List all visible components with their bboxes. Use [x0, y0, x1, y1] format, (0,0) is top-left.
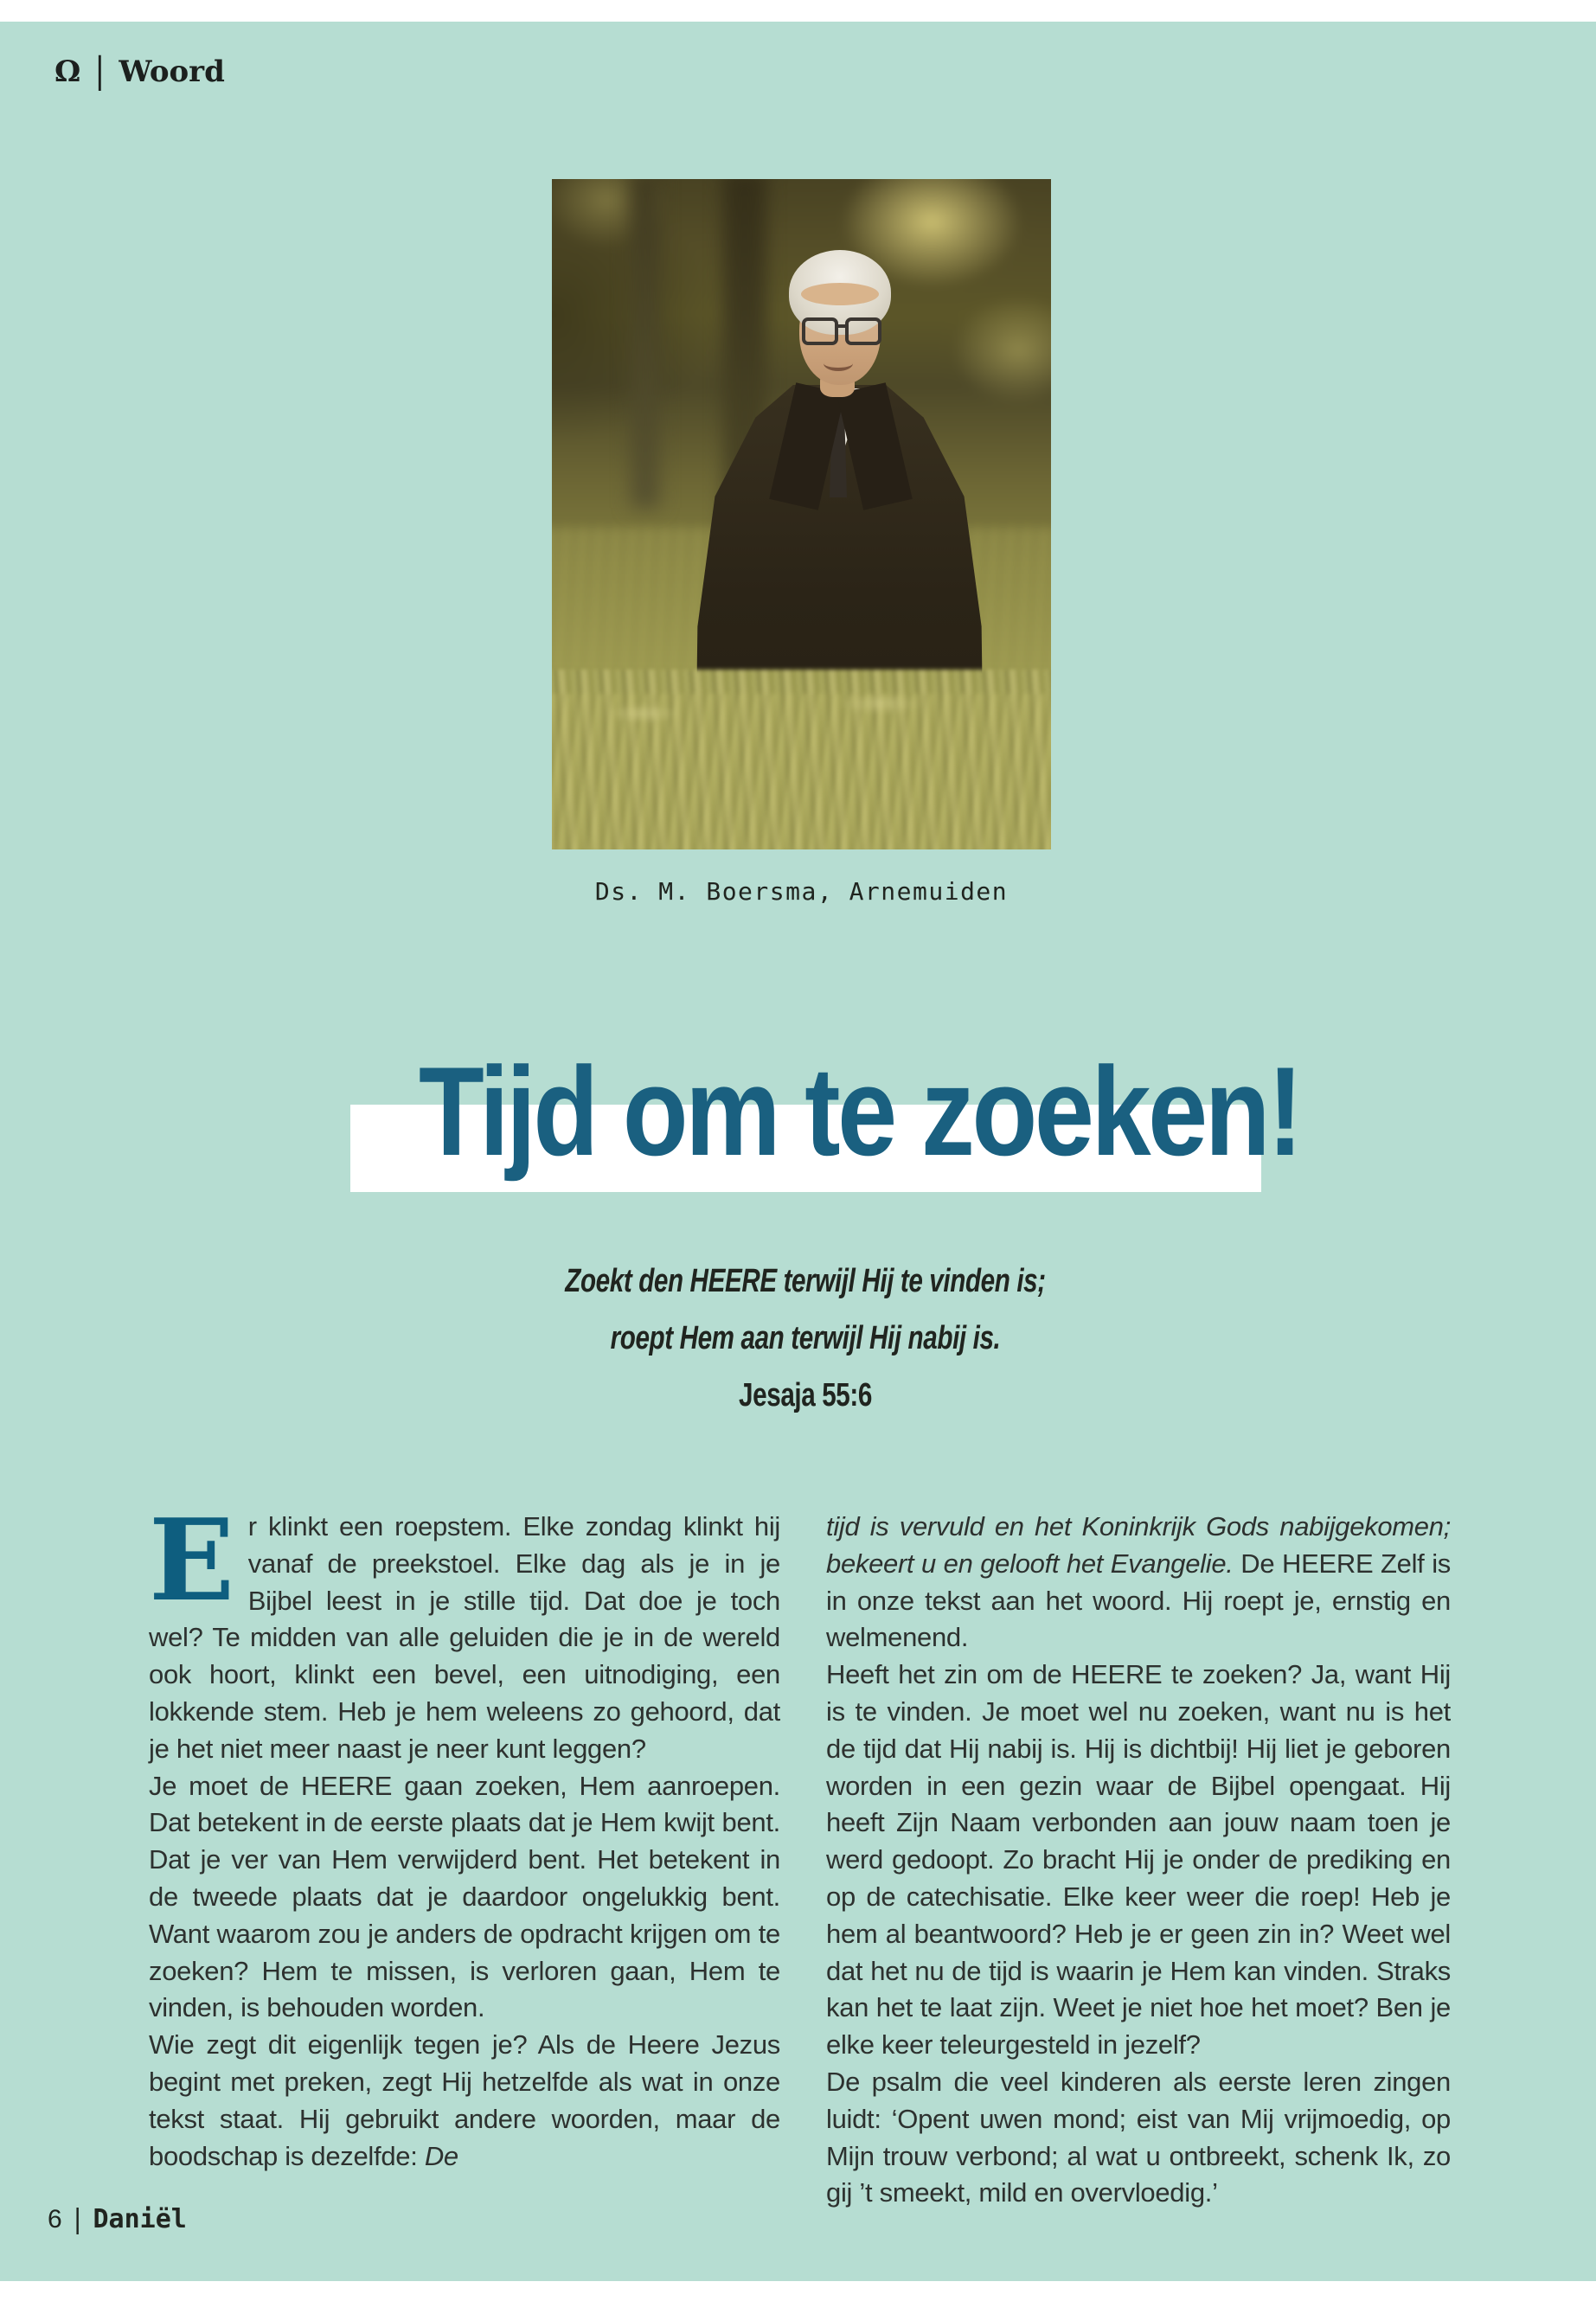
portrait-photo	[552, 179, 1051, 849]
page-number: 6	[48, 2205, 62, 2234]
article-paragraph	[149, 1768, 780, 2028]
person-forehead	[801, 283, 879, 305]
glasses-lens	[802, 317, 838, 345]
omega-icon: Ω	[54, 54, 81, 89]
article-column-right	[826, 1509, 1451, 2212]
body-text-run: tijd is vervuld en het Koninkrijk Gods nabijgekomen; bekeert u en gelooft het Evangelie.	[826, 1511, 1451, 1579]
body-text-run: Heeft het zin om de HEERE te zoeken? Ja, want Hij is te vinden. Je moet wel nu zoeken, want nu is het de tijd dat Hij nabij is. Hij is dichtbij! Hij liet je geboren worden in een gezin waar de Bijbel opengaat. Hij heeft Zijn Naam verbonden aan jouw naam toen je werd gedoopt. Zo bracht Hij je onder de prediking en op de catechisatie. Elke keer weer die roep! Heb je hem al beantwoord? Heb je er geen zin in? Weet wel dat het nu de tijd is waarin je Hem kan vinden. Straks kan het te laat zijn. Weet je niet hoe het moet? Ben je elke keer teleurgesteld in jezelf?	[826, 1659, 1451, 2061]
article-column-left	[149, 1494, 780, 2175]
body-text-run: De psalm die veel kinderen als eerste leren zingen luidt: ‘Opent uwen mond; eist van Mij vrijmoedig, op Mijn trouw verbond; al wat u ontbreekt, schenk Ik, zo gij ’t smeekt, mild en overvloedig.’	[826, 2066, 1451, 2208]
article-paragraph	[149, 2027, 780, 2175]
header-divider: |	[94, 50, 106, 93]
body-text-run: Je moet de HEERE gaan zoeken, Hem aanroepen. Dat betekent in de eerste plaats dat je Hem kwijt bent. Dat je ver van Hem verwijderd bent. Het betekent in de tweede plaats dat je daardoor ongelukkig bent. Want waarom zou je anders de opdracht krijgen om te zoeken? Hem te missen, is verloren gaan, Hem te vinden, is behouden worden.	[149, 1770, 780, 2023]
section-header	[54, 50, 225, 93]
quote-line: roept Hem aan terwijl Hij nabij is.	[610, 1320, 1001, 1356]
photo-tree-trunk	[631, 179, 659, 508]
person-smile	[824, 356, 853, 371]
article-paragraph	[826, 2064, 1451, 2212]
page-footer	[48, 2204, 187, 2234]
article-paragraph	[826, 1657, 1451, 2064]
quote-reference: Jesaja 55:6	[739, 1377, 872, 1413]
body-text-run: De	[424, 2140, 458, 2171]
magazine-name: Daniël	[93, 2204, 187, 2234]
dropcap-letter: E	[149, 1494, 234, 1626]
photo-foreground-grass	[552, 694, 1051, 849]
body-text-run: De HEERE Zelf is in onze tekst aan het woord. Hij roept je, ernstig en welmenend.	[826, 1548, 1451, 1653]
article-paragraph	[826, 1509, 1451, 1657]
body-text-run: r klinkt een roepstem. Elke zondag klinkt hij vanaf de preekstoel. Elke dag als je in je Bijbel leest in je stille tijd. Dat doe je toch wel? Te midden van alle geluiden die je in de wereld ook hoort, klinkt een bevel, een uitnodiging, een lokkende stem. Heb je hem weleens zo gehoord, dat je het niet meer naast je neer kunt leggen?	[149, 1511, 780, 1764]
person-glasses	[802, 317, 881, 345]
article-title: Tijd om te zoeken!	[418, 1041, 1301, 1182]
footer-divider: |	[74, 2203, 81, 2235]
article-paragraph	[149, 1494, 780, 1768]
body-text-run: Wie zegt dit eigenlijk tegen je? Als de Heere Jezus begint met preken, zegt Hij hetzelfde als wat in onze tekst staat. Hij gebruikt andere woorden, maar de boodschap is dezelfde:	[149, 2029, 780, 2171]
glasses-lens	[845, 317, 881, 345]
section-title: Woord	[119, 54, 225, 89]
glasses-bridge	[835, 324, 845, 328]
quote-line: Zoekt den HEERE terwijl Hij te vinden is;	[565, 1263, 1046, 1299]
scripture-quote	[465, 1253, 1146, 1424]
photo-caption: Ds. M. Boersma, Arnemuiden	[594, 877, 1009, 906]
